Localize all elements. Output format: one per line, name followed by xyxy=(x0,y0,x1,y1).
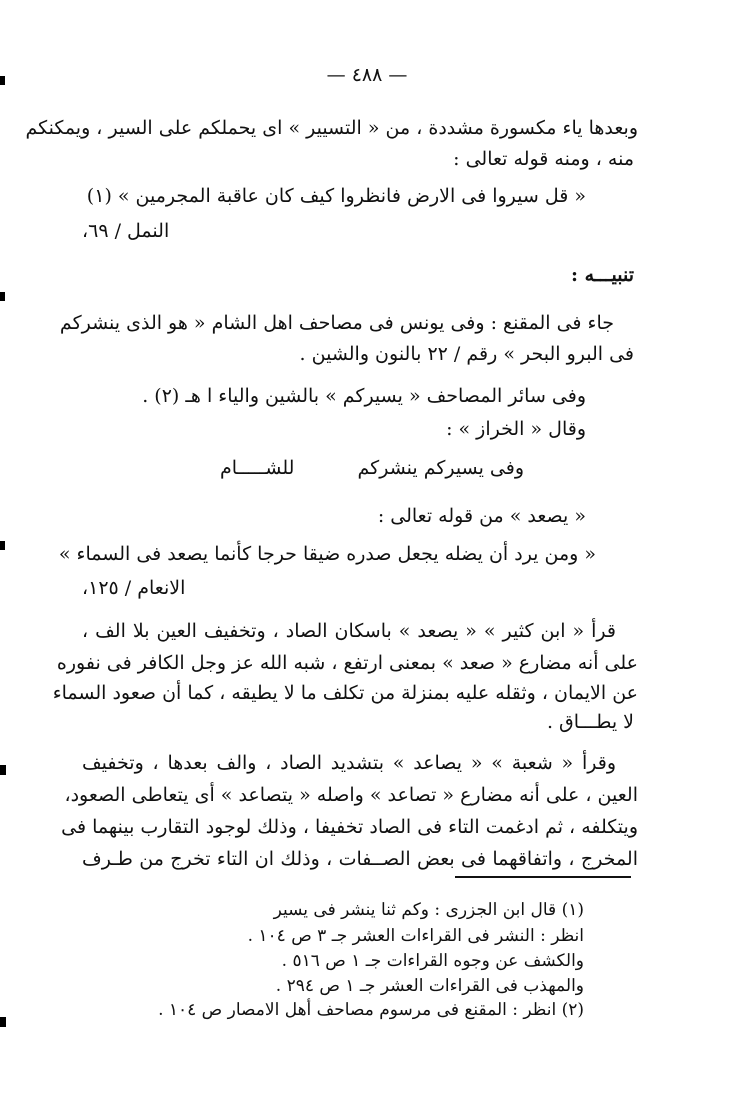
text-line: العين ، على أنه مضارع « تصاعد » واصله « يتصاعد » أى يتعاطى الصعود، xyxy=(64,784,638,806)
text-line: وقال « الخراز » : xyxy=(446,418,586,440)
text-line: المخرج ، واتفاقهما فى بعض الصــفات ، وذلك ان التاء تخرج من طـرف xyxy=(82,848,638,870)
footnote: (٢) انظر : المقنع فى مرسوم مصاحف أهل الامصار ص ١٠٤ . xyxy=(158,1000,584,1020)
page-number: — ٤٨٨ — xyxy=(326,64,408,86)
text-line: عن الايمان ، وثقله عليه بمنزلة من تكلف ما لا يطيقه ، كما أن صعود السماء xyxy=(52,682,638,704)
text-line: قرأ « ابن كثير » « يصعد » باسكان الصاد ، وتخفيف العين بلا الف ، xyxy=(82,620,616,642)
text-line: ويتكلفه ، ثم ادغمت التاء فى الصاد تخفيفا ، وذلك لوجود التقارب بينهما فى xyxy=(61,816,638,838)
verse-reference: الانعام / ١٢٥، xyxy=(82,577,186,599)
scan-edge-mark xyxy=(0,76,5,85)
poem-hemistich-left: للشـــــام xyxy=(220,457,295,479)
text-line: وقرأ « شعبة » « يصاعد » بتشديد الصاد ، والف بعدها ، وتخفيف xyxy=(82,752,616,774)
text-line: وفى سائر المصاحف « يسيركم » بالشين والياء ا هـ (٢) . xyxy=(142,385,586,407)
section-heading: تنبيـــه : xyxy=(570,264,634,286)
scan-edge-mark xyxy=(0,765,6,775)
quran-verse: « ومن يرد أن يضله يجعل صدره ضيقا حرجا كأنما يصعد فى السماء » xyxy=(58,543,596,565)
footnote: والمهذب فى القراءات العشر جـ ١ ص ٢٩٤ . xyxy=(275,976,584,996)
quran-verse: « قل سيروا فى الارض فانظروا كيف كان عاقبة المجرمين » (١) xyxy=(86,185,586,207)
footnote-separator xyxy=(455,876,631,878)
scan-edge-mark xyxy=(0,292,5,301)
text-line: فى البرو البحر » رقم / ٢٢ بالنون والشين . xyxy=(299,343,634,365)
scan-edge-mark xyxy=(0,541,5,550)
poem-hemistich-right: وفى يسيركم ينشركم xyxy=(357,457,524,479)
footnote: (١) قال ابن الجزرى : وكم ثنا ينشر فى يسير xyxy=(273,900,584,920)
verse-reference: النمل / ٦٩، xyxy=(82,220,170,242)
footnote: انظر : النشر فى القراءات العشر جـ ٣ ص ١٠٤ . xyxy=(247,926,584,946)
text-line: منه ، ومنه قوله تعالى : xyxy=(453,148,634,170)
scan-edge-mark xyxy=(0,1017,6,1027)
text-line: وبعدها ياء مكسورة مشددة ، من « التسيير » اى يحملكم على السير ، ويمكنكم xyxy=(25,117,638,139)
text-line: « يصعد » من قوله تعالى : xyxy=(377,505,586,527)
text-line: جاء فى المقنع : وفى يونس فى مصاحف اهل الشام « هو الذى ينشركم xyxy=(59,312,614,334)
text-line: لا يطـــاق . xyxy=(546,711,634,733)
text-line: على أنه مضارع « صعد » بمعنى ارتفع ، شبه الله عز وجل الكافر فى نفوره xyxy=(56,652,638,674)
footnote: والكشف عن وجوه القراءات جـ ١ ص ٥١٦ . xyxy=(281,951,584,971)
